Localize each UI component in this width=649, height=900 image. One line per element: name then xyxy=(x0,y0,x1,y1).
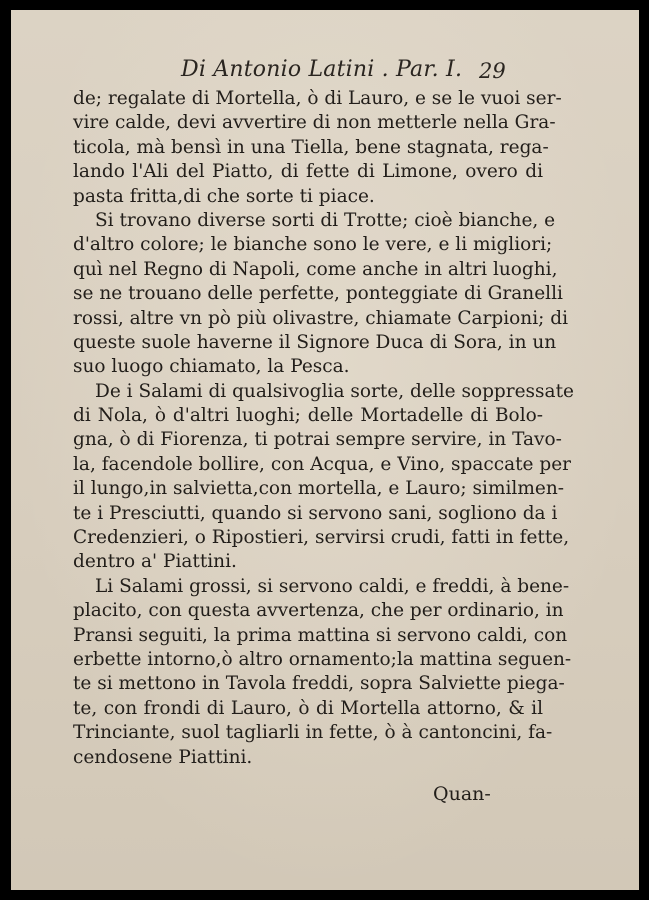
book-page xyxy=(11,10,639,890)
text-line: pasta fritta,di che sorte ti piace. xyxy=(73,185,375,207)
text-line: te, con frondi di Lauro, ò di Mortella attorno, & il xyxy=(73,697,543,719)
page-header xyxy=(181,57,619,87)
body-text xyxy=(73,87,574,770)
text-line: vire calde, devi avvertire di non metterle nella Gra- xyxy=(73,112,556,134)
text-line: Si trovano diverse sorti di Trotte; cioè bianche, e xyxy=(95,209,556,231)
text-line: Pransi seguiti, la prima mattina si servono caldi, con xyxy=(73,624,568,646)
catchword: Quan- xyxy=(433,783,491,805)
text-line: placito, con questa avvertenza, che per ordinario, in xyxy=(73,600,564,622)
text-line: lando l'Ali del Piatto, di fette di Limone, overo di xyxy=(73,161,543,183)
text-line: te si mettono in Tavola freddi, sopra Salviette piega- xyxy=(73,673,565,695)
text-line: d'altro colore; le bianche sono le vere, e li migliori; xyxy=(73,234,553,256)
text-line: rossi, altre vn pò più olivastre, chiamate Carpioni; di xyxy=(73,307,568,329)
text-line: Li Salami grossi, si servono caldi, e freddi, à bene- xyxy=(95,575,570,597)
text-line: De i Salami di qualsivoglia sorte, delle soppressate xyxy=(95,380,574,402)
text-line: te i Presciutti, quando si servono sani, sogliono da i xyxy=(73,502,558,524)
text-line: cendosene Piattini. xyxy=(73,746,253,768)
text-line: suo luogo chiamato, la Pesca. xyxy=(73,356,350,378)
text-line: la, facendole bollire, con Acqua, e Vino, spaccate per xyxy=(73,453,571,475)
text-line: se ne trouano delle perfette, ponteggiate di Granelli xyxy=(73,283,563,305)
page-number: 29 xyxy=(479,59,506,83)
text-line: queste suole haverne il Signore Duca di Sora, in un xyxy=(73,331,557,353)
text-line: Credenzieri, o Ripostieri, servirsi crudi, fatti in fette, xyxy=(73,527,570,549)
text-line: gna, ò di Fiorenza, ti potrai sempre servire, in Tavo- xyxy=(73,429,562,451)
running-title: Di Antonio Latini . Par. I. xyxy=(181,57,463,82)
text-line: de; regalate di Mortella, ò di Lauro, e se le vuoi ser- xyxy=(73,88,562,109)
text-line: Trinciante, suol tagliarli in fette, ò à cantoncini, fa- xyxy=(73,722,553,744)
text-line: ticola, mà bensì in una Tiella, bene stagnata, rega- xyxy=(73,136,549,158)
text-line: quì nel Regno di Napoli, come anche in altri luoghi, xyxy=(73,258,558,280)
text-line: dentro a' Piattini. xyxy=(73,551,237,573)
text-line: il lungo,in salvietta,con mortella, e Lauro; similmen- xyxy=(73,478,564,500)
text-line: di Nola, ò d'altri luoghi; delle Mortadelle di Bolo- xyxy=(73,405,543,427)
text-line: erbette intorno,ò altro ornamento;la mattina seguen- xyxy=(73,648,572,670)
